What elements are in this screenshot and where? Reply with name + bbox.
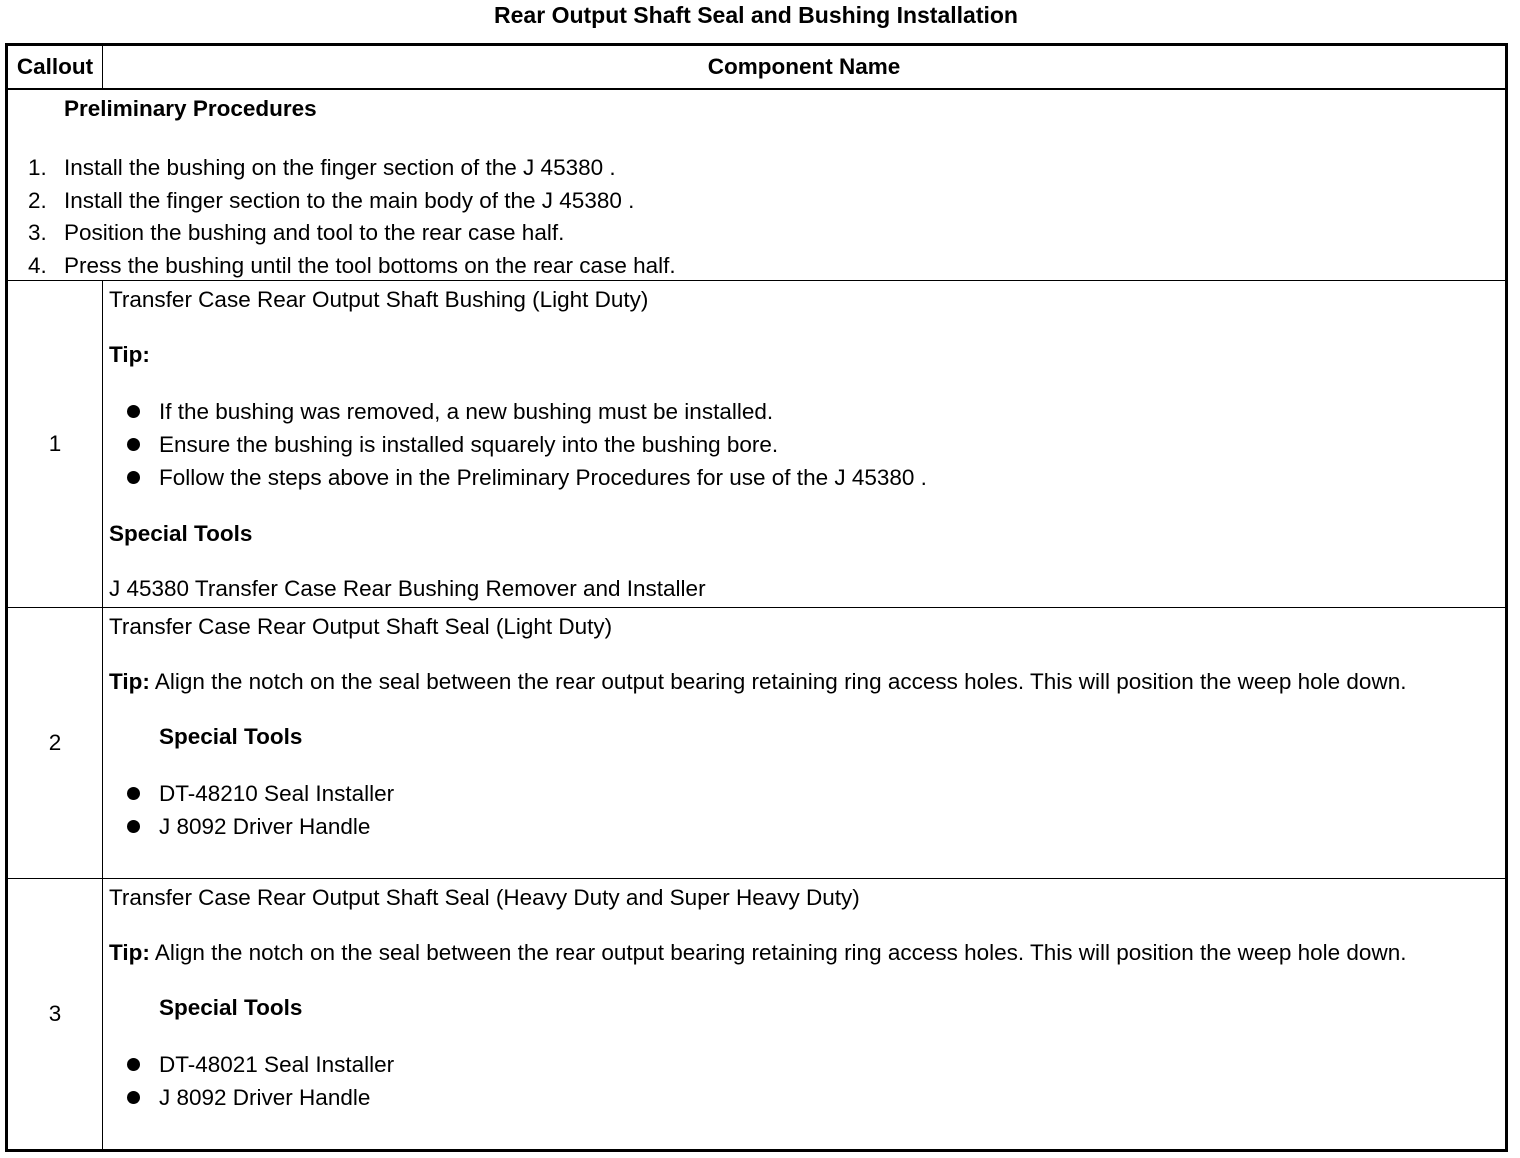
- bullet-icon: [127, 471, 140, 484]
- tip-paragraph: [109, 667, 1505, 697]
- tools-list: [109, 1048, 1505, 1114]
- step-number: 2.: [28, 187, 47, 213]
- callout-cell: 3: [7, 879, 103, 1151]
- tip-paragraph: [109, 938, 1505, 968]
- tip-text: Follow the steps above in the Preliminary Procedures for use of the J 45380 .: [159, 465, 927, 490]
- step-text: Install the bushing on the finger section of the J 45380 .: [64, 155, 616, 180]
- tip-text: If the bushing was removed, a new bushing must be installed.: [159, 399, 774, 424]
- list-item: [109, 810, 1505, 843]
- component-name-header: Component Name: [103, 45, 1507, 90]
- step-number: 3.: [28, 220, 47, 246]
- special-tools-label: Special Tools: [159, 995, 303, 1020]
- step-text: Install the finger section to the main body of the J 45380 .: [64, 187, 635, 213]
- special-tools-text: J 45380 Transfer Case Rear Bushing Remover and Installer: [109, 576, 706, 601]
- list-item: [109, 1081, 1505, 1114]
- preliminary-cell: [7, 89, 1507, 281]
- step-item: [8, 152, 676, 185]
- component-cell: [103, 879, 1507, 1151]
- bullet-icon: [127, 405, 140, 418]
- list-item: [109, 777, 1505, 810]
- table-row: [7, 879, 1507, 1151]
- step-text: Press the bushing until the tool bottoms on the rear case half.: [64, 253, 676, 279]
- bullet-icon: [127, 1091, 140, 1104]
- list-item: [109, 428, 1505, 461]
- callout-header: Callout: [7, 45, 103, 90]
- preliminary-heading: Preliminary Procedures: [64, 96, 317, 121]
- step-text: Position the bushing and tool to the rear case half.: [64, 220, 565, 246]
- component-name: Transfer Case Rear Output Shaft Bushing (Light Duty): [109, 287, 649, 312]
- tip-list: [109, 395, 1505, 494]
- step-number: 4.: [28, 253, 47, 279]
- step-item: [8, 185, 676, 218]
- tip-label: Tip:: [109, 940, 150, 965]
- tools-list: [109, 777, 1505, 843]
- step-item: [8, 217, 676, 250]
- bullet-icon: [127, 820, 140, 833]
- bullet-icon: [127, 1058, 140, 1071]
- procedure-table: [5, 43, 1508, 1152]
- list-item: [109, 395, 1505, 428]
- table-row: [7, 608, 1507, 879]
- tip-text: Align the notch on the seal between the rear output bearing retaining ring access holes. This will position the weep hole down.: [149, 669, 1407, 694]
- component-name: Transfer Case Rear Output Shaft Seal (Light Duty): [109, 614, 613, 639]
- special-tools-label: Special Tools: [159, 724, 303, 749]
- component-cell: [103, 281, 1507, 608]
- step-item: [8, 250, 676, 283]
- tool-text: J 8092 Driver Handle: [159, 814, 371, 839]
- tip-label: Tip:: [109, 669, 150, 694]
- component-name: Transfer Case Rear Output Shaft Seal (Heavy Duty and Super Heavy Duty): [109, 885, 860, 910]
- table-row: [7, 281, 1507, 608]
- callout-cell: 2: [7, 608, 103, 879]
- step-number: 1.: [28, 155, 47, 180]
- tip-label: Tip:: [109, 342, 150, 367]
- special-tools-label: Special Tools: [109, 521, 253, 546]
- tip-text: Ensure the bushing is installed squarely into the bushing bore.: [159, 432, 779, 457]
- tip-text: Align the notch on the seal between the rear output bearing retaining ring access holes. This will position the weep hole down.: [149, 940, 1407, 965]
- tool-text: DT-48210 Seal Installer: [159, 781, 395, 806]
- preliminary-row: [7, 89, 1507, 281]
- tool-text: J 8092 Driver Handle: [159, 1085, 371, 1110]
- page-title: Rear Output Shaft Seal and Bushing Installation: [494, 2, 1018, 28]
- bullet-icon: [127, 787, 140, 800]
- list-item: [109, 461, 1505, 494]
- callout-cell: 1: [7, 281, 103, 608]
- tool-text: DT-48021 Seal Installer: [159, 1052, 395, 1077]
- preliminary-steps: [8, 152, 676, 283]
- list-item: [109, 1048, 1505, 1081]
- table-header-row: [7, 45, 1507, 90]
- bullet-icon: [127, 438, 140, 451]
- component-cell: [103, 608, 1507, 879]
